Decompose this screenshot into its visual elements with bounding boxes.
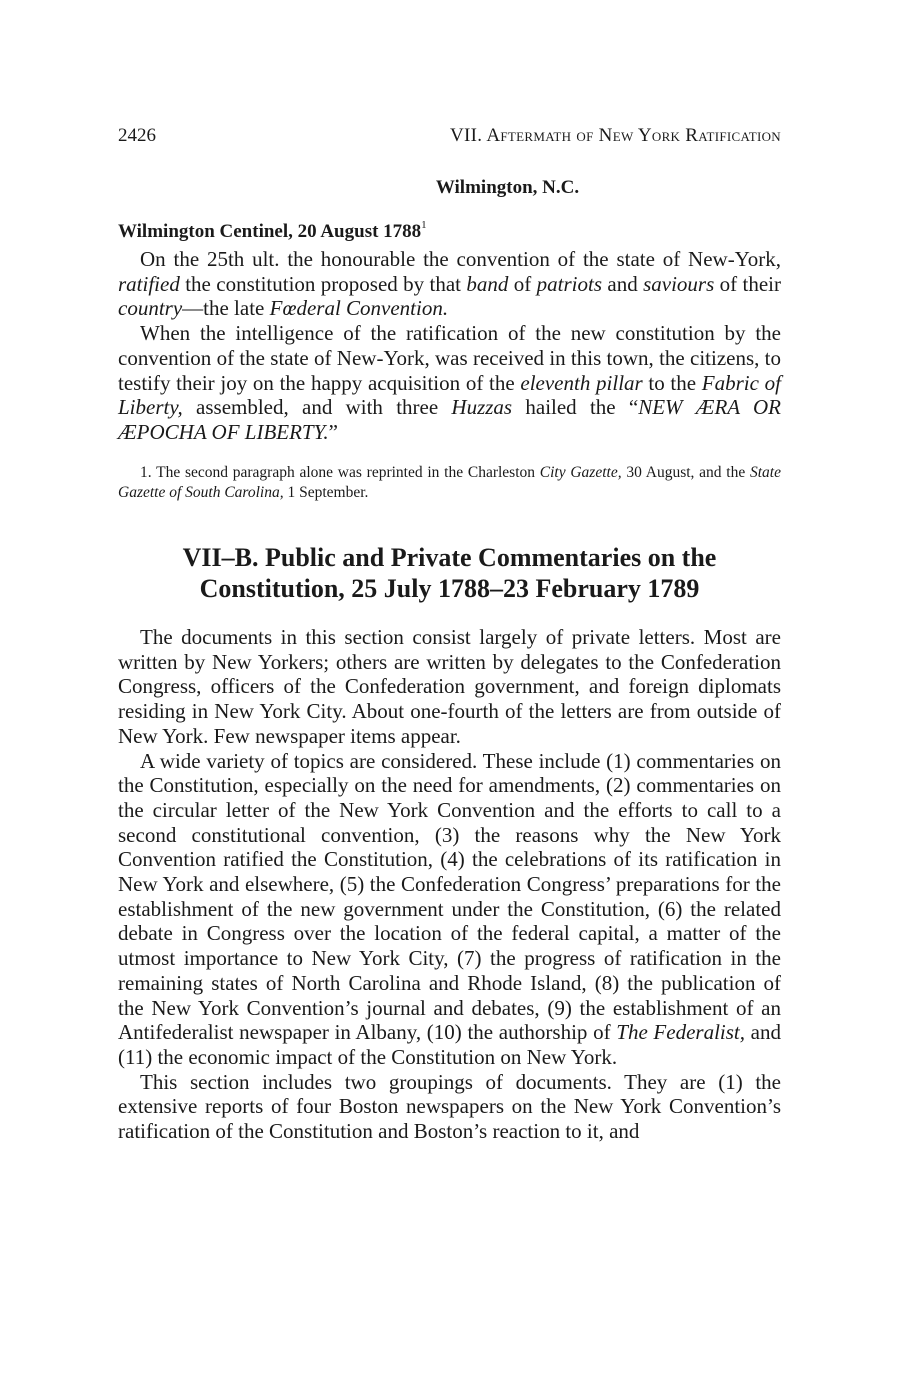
section-paragraph-2 (118, 749, 781, 1070)
text-run: of (508, 271, 537, 296)
italic-run: The Federalist, (616, 1020, 745, 1045)
document-paragraph-2 (118, 321, 781, 445)
section-paragraph-3: This section includes two groupings of documents. They are (1) the extensive reports of four Boston newspapers on the New York Convention’s ratification of the Constitution and Boston’s reaction to it, and (118, 1069, 781, 1144)
source-title: Wilmington Centinel, 20 August 1788 (118, 221, 422, 242)
section-heading-line-1: VII–B. Public and Private Commentaries on the (182, 543, 717, 572)
text-run: assembled, and with three (182, 395, 452, 420)
text-run: —the late (182, 296, 270, 321)
text-run: 1 September. (283, 484, 369, 501)
text-run: When the intelligence of the ratification of the new constitution by the convention of the state of New-York, was received in this town, the citizens, to testify their joy on the happy acquisition of the (118, 321, 781, 395)
text-run: ” (328, 419, 338, 444)
text-run: the constitution proposed by that (179, 271, 467, 296)
italic-run: State Gazette of South Carolina, (118, 464, 781, 501)
italic-run: ratified (118, 271, 180, 296)
page-number: 2426 (118, 125, 156, 146)
text-run: to the (642, 370, 702, 395)
text-run: of their (714, 271, 781, 296)
section-heading-line-2: Constitution, 25 July 1788–23 February 1789 (199, 574, 700, 603)
italic-run: Fabric of Liberty, (118, 370, 781, 420)
running-header (118, 124, 781, 148)
section-paragraph-1: The documents in this section consist largely of private letters. Most are written by New Yorkers; others are written by delegates to the Confederation Congress, officers of the Confederation government, and foreign diplomats residing in New York City. About one-fourth of the letters are from outside of New York. Few newspaper items appear. (118, 625, 781, 748)
footnote-marker: 1 (421, 219, 427, 231)
document-paragraph-1 (118, 247, 781, 321)
text-run: 30 August, and the (621, 464, 750, 481)
section-heading (118, 542, 781, 604)
text-run: and (602, 271, 644, 296)
document-text (118, 247, 781, 445)
italic-run: Huzzas (451, 395, 513, 420)
italic-run: saviours (643, 271, 715, 296)
italic-run: NEW ÆRA OR ÆPOCHA OF LIBERTY. (118, 395, 781, 444)
text-run: 1. The second paragraph alone was reprinted in the Charleston (140, 464, 540, 481)
running-title: VII. Aftermath of New York Ratification (450, 125, 781, 146)
italic-run: band (466, 271, 509, 296)
italic-run: country (118, 296, 183, 321)
text-run: hailed the “ (512, 395, 639, 420)
italic-run: City Gazette, (539, 464, 622, 481)
dateline-place: Wilmington, N.C. (435, 177, 580, 198)
footnote (118, 463, 781, 503)
italic-run: Fœderal Convention. (269, 296, 449, 321)
text-run: On the 25th ult. the honourable the convention of the state of New-York, (140, 247, 781, 271)
source-line (118, 213, 427, 244)
footnote-text (118, 463, 781, 503)
section-text (118, 625, 781, 1144)
text-run: and (11) the economic impact of the Constitution on New York. (118, 1020, 781, 1069)
italic-run: patriots (536, 271, 602, 296)
text-run: A wide variety of topics are considered. These include (1) commentaries on the Constitution, especially on the need for amendments, (2) commentaries on the circular letter of the New York Convention and the efforts to call to a second constitutional convention, (3) the reasons why the New York Convention ratified the Constitution, (4) the celebrations of its ratification in New York and elsewhere, (5) the Confederation Congress’ preparations for the establishment of the new government under the Constitution, (6) the related debate in Congress over the location of the federal capital, a matter of the utmost importance to New York City, (7) the progress of ratification in the remaining states of North Carolina and Rhode Island, (8) the publication of the New York Convention’s journal and debates, (9) the establishment of an Antifederalist newspaper in Albany, (10) the authorship of (118, 748, 781, 1045)
italic-run: eleventh pillar (520, 370, 643, 395)
